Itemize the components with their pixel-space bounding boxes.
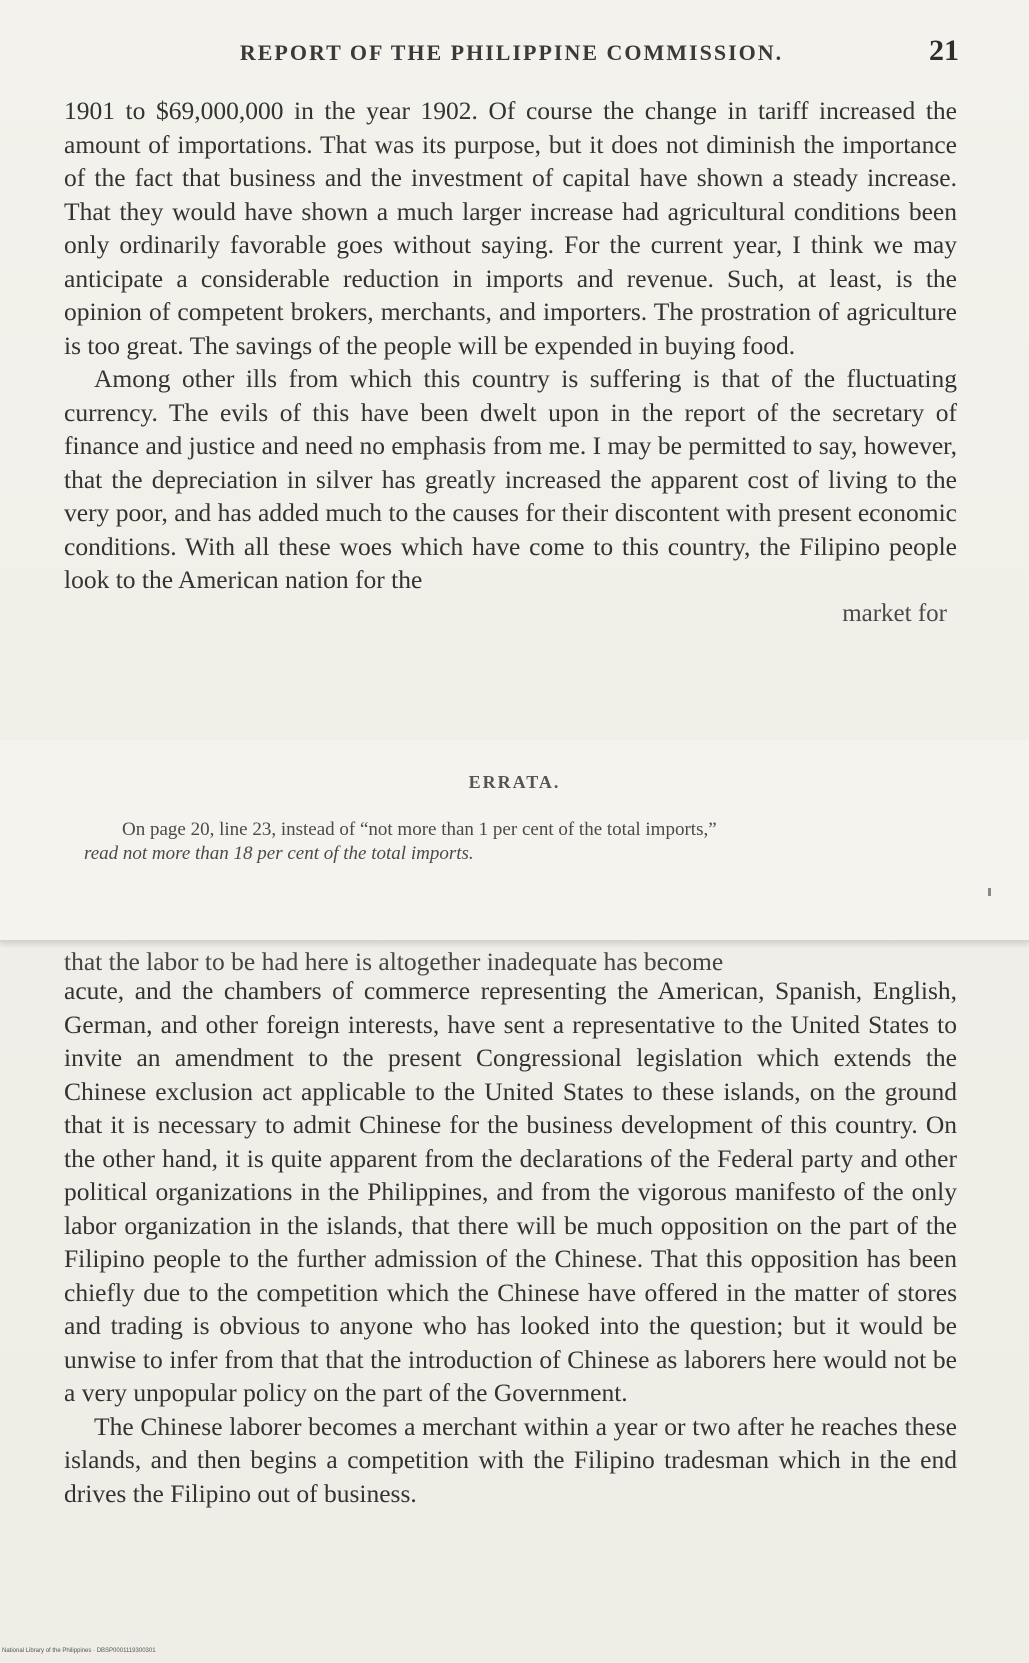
errata-slip [0,740,1029,942]
page-number: 21 [929,34,959,67]
paragraph: acute, and the chambers of commerce representing the American, Spanish, English, German, and other foreign interests, have sent a representative to the United States to invite an amendment to the present Congressional legislation which extends the Chinese exclusion act applicable to the United States to these islands, on the ground that it is necessary to admit Chinese for the business development of this country. On the other hand, it is quite apparent from the declarations of the Federal party and other political organizations in the Philippines, and from the vigorous manifesto of the only labor organization in the islands, that there will be much opposition on the part of the Filipino people to the further admission of the Chinese. That this opposition has been chiefly due to the competition which the Chinese have offered in the matter of stores and trading is obvious to anyone who has looked into the question; but it would be unwise to infer from that that the introduction of Chinese as laborers here would not be a very unpopular policy on the part of the Government. [64,976,957,1407]
slip-mark [988,888,991,896]
errata-title: ERRATA. [468,772,561,792]
paragraph: The Chinese laborer becomes a merchant within a year or two after he reaches these islands, and then begins a competition with the Filipino tradesman which in the end drives the Filipino out of business. [64,1411,957,1508]
errata-read-word: read [84,843,119,864]
errata-text [84,818,974,866]
footer-credit: National Library of the Philippines · DBSP0001119300301 [2,1648,156,1654]
running-head: REPORT OF THE PHILIPPINE COMMISSION. [239,40,784,65]
paragraph: Among other ills from which this country is suffering is that of the fluctuating currency. The evils of this have been dwelt upon in the report of the secretary of finance and justice and need no emphasis from me. I may be permitted to say, however, that the depreciation in silver has greatly increased the apparent cost of living to the very poor, and has added much to the causes for their discontent with present economic conditions. With all these woes which have come to this country, the Filipino people look to the American nation for the [64,364,957,594]
partial-line: that the labor to be had here is altogether inadequate has become [64,947,724,976]
lower-text-block [64,974,957,1510]
upper-text-block [64,94,957,627]
cutoff-line: market for [842,599,947,627]
page-header [64,34,959,74]
paragraph: 1901 to $69,000,000 in the year 1902. Of course the change in tariff increased the amount of importations. That was its purpose, but it does not diminish the importance of the fact that business and the investment of capital have shown a steady increase. That they would have shown a much larger increase had agricultural conditions been only ordinarily favorable goes without saying. For the current year, I think we may anticipate a considerable reduction in imports and revenue. Such, at least, is the opinion of competent brokers, merchants, and importers. The prostration of agriculture is too great. The savings of the people will be expended in buying food. [64,96,957,360]
errata-line: On page 20, line 23, instead of “not more than 1 per cent of the total imports,” [122,819,717,840]
errata-correction: not more than 18 per cent of the total imports. [122,843,474,864]
